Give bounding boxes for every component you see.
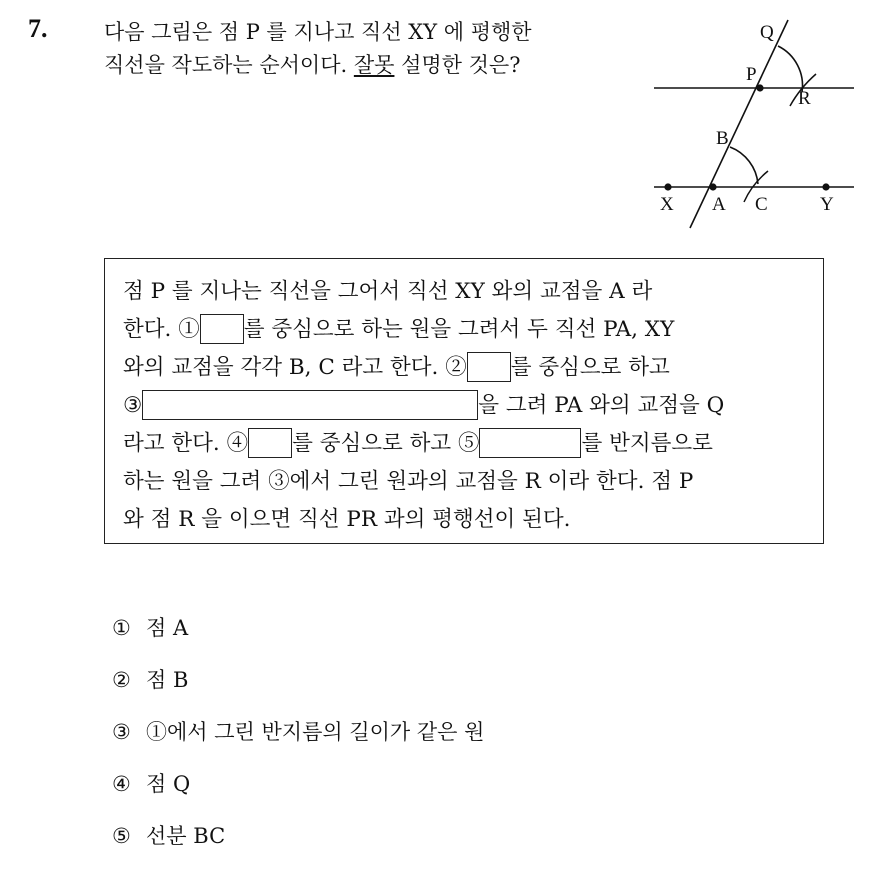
label-p: P xyxy=(746,64,757,85)
procedure-box xyxy=(104,258,824,544)
point-p xyxy=(756,84,763,91)
box-text-segment: 를 반지름으로 xyxy=(581,431,713,456)
label-b: B xyxy=(716,128,729,149)
box-text-segment: 라고 한다. ④ xyxy=(123,431,249,456)
box-line-2 xyxy=(123,311,805,349)
box-text: 하는 원을 그려 ③에서 그린 원과의 교점을 R 이라 한다. 점 P xyxy=(123,469,694,494)
question-line-2-post: 설명한 것은? xyxy=(394,53,521,77)
blank-2 xyxy=(467,352,511,382)
question-line-2 xyxy=(104,49,624,82)
transversal-line xyxy=(690,20,788,228)
box-text-segment: 을 그려 PA 와의 교점을 Q xyxy=(478,393,725,418)
box-line-7 xyxy=(123,501,805,539)
box-text xyxy=(123,425,713,463)
box-text xyxy=(123,387,724,425)
blank-5 xyxy=(479,428,581,458)
blank-4 xyxy=(248,428,292,458)
arc-center-a xyxy=(730,147,758,184)
question-line-1: 다음 그림은 점 P 를 지나고 직선 XY 에 평행한 xyxy=(104,20,532,44)
question-stem xyxy=(104,16,624,82)
choice-1[interactable] xyxy=(112,610,484,662)
point-y xyxy=(822,183,829,190)
choice-text: 점 A xyxy=(146,616,189,640)
box-text-segment: 와의 교점을 각각 B, C 라고 한다. ② xyxy=(123,355,467,380)
label-y: Y xyxy=(820,194,834,215)
choice-mark: ② xyxy=(112,668,131,692)
box-text-segment: 를 중심으로 하고 xyxy=(510,355,670,380)
label-c: C xyxy=(755,194,768,215)
choice-5[interactable] xyxy=(112,818,484,870)
choice-3[interactable] xyxy=(112,714,484,766)
box-text-segment: 를 중심으로 하고 ⑤ xyxy=(292,431,480,456)
box-text-segment: ③ xyxy=(123,393,143,418)
box-line-5 xyxy=(123,425,805,463)
box-text xyxy=(123,311,674,349)
choice-text: ①에서 그린 반지름의 길이가 같은 원 xyxy=(146,720,485,744)
box-line-1 xyxy=(123,273,805,311)
underlined-emphasis: 잘못 xyxy=(353,53,395,77)
construction-figure xyxy=(640,6,860,236)
question-number: 7. xyxy=(28,14,48,43)
point-x xyxy=(664,183,671,190)
box-line-6 xyxy=(123,463,805,501)
choice-text: 점 B xyxy=(146,668,189,692)
box-text-segment: 를 중심으로 하는 원을 그려서 두 직선 PA, XY xyxy=(243,317,675,342)
point-a xyxy=(709,183,716,190)
choice-text: 점 Q xyxy=(146,772,191,796)
choice-2[interactable] xyxy=(112,662,484,714)
label-a: A xyxy=(712,194,726,215)
choice-mark: ④ xyxy=(112,772,131,796)
arc-center-p xyxy=(778,46,802,92)
blank-1 xyxy=(200,314,244,344)
choice-mark: ③ xyxy=(112,720,131,744)
choice-mark: ① xyxy=(112,616,131,640)
blank-3 xyxy=(142,390,478,420)
choice-text: 선분 BC xyxy=(146,824,226,848)
box-text: 점 P 를 지나는 직선을 그어서 직선 XY 와의 교점을 A 라 xyxy=(123,279,653,304)
choice-mark: ⑤ xyxy=(112,824,131,848)
answer-choices xyxy=(112,610,484,870)
label-r: R xyxy=(798,88,811,109)
box-line-4 xyxy=(123,387,805,425)
choice-4[interactable] xyxy=(112,766,484,818)
box-text-segment: 한다. ① xyxy=(123,317,200,342)
box-text xyxy=(123,349,670,387)
box-line-3 xyxy=(123,349,805,387)
label-q: Q xyxy=(760,22,774,43)
box-text: 와 점 R 을 이으면 직선 PR 과의 평행선이 된다. xyxy=(123,507,571,532)
label-x: X xyxy=(660,194,674,215)
question-line-2-pre: 직선을 작도하는 순서이다. xyxy=(104,53,354,77)
